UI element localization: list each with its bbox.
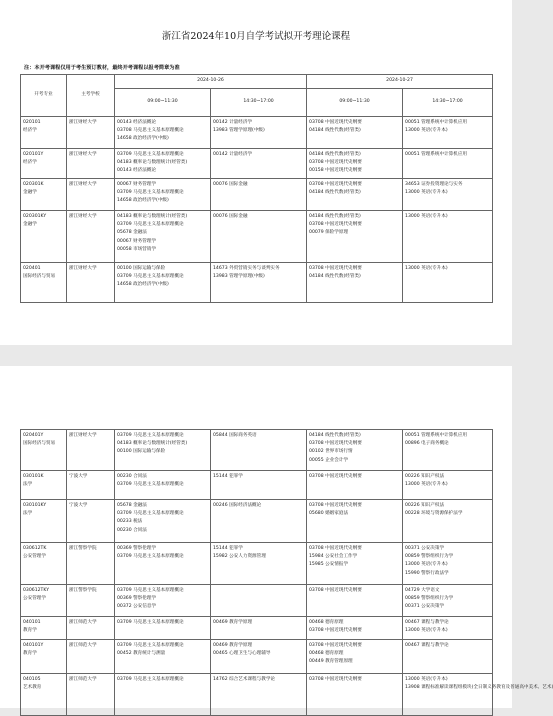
document-page-2 [0,366,553,708]
course-item: 00230 合同法 [117,527,147,533]
course-item: 00859 警察组织行为学 [405,554,454,560]
major-code: 020101Y [23,152,44,157]
course-item: 03708 中国近现代史纲要 [309,441,362,447]
table-body [21,430,553,716]
course-item: 00142 计量经济学 [213,152,253,157]
table-row [21,585,493,617]
table-row [21,617,493,640]
major-cell [21,543,67,585]
course-item: 03708 中国近现代史纲要 [309,546,362,551]
major-code: 020301KY [23,214,47,219]
session-cell [307,640,403,674]
course-item: 03708 中国近现代史纲要 [309,222,362,228]
course-item: 00452 教育统计与测量 [117,651,166,657]
course-item: 00102 世界市场行情 [309,449,353,455]
course-item: 14673 外贸营销实务与谈判实务 [213,266,280,271]
table-row [21,500,493,543]
school-cell: 宁波大学 [67,471,115,500]
course-item: 00100 国际运输与保险 [117,266,166,271]
school-cell: 浙江财经大学 [67,430,115,471]
course-item: 00369 警察伦理学 [117,596,157,602]
table-row [21,263,493,303]
course-item: 00055 企业会计学 [309,457,349,463]
course-item: 00230 合同法 [117,474,147,479]
course-item: 00051 管理系统中计算机应用 [405,152,468,157]
major-cell [21,640,67,674]
course-item: 00469 教育学原理 [213,643,253,648]
session-cell [307,674,403,716]
major-cell [21,179,67,211]
course-item: 00468 德育原理 [309,620,344,625]
major-name: 公安管理学 [23,596,46,602]
session-cell [115,500,211,543]
course-item: 00469 教育学原理 [213,620,253,625]
course-item: 00076 国际金融 [213,182,248,187]
session-cell [307,430,403,471]
header-date-2: 2024-10-27 [307,75,493,89]
course-item: 13000 英语(专升本) [405,190,448,196]
course-item: 13908 课程标准解读课程组模块(全日制义务教育及普通高中美术、艺术) [405,685,553,691]
session-cell [307,585,403,617]
course-item: 03708 中国近现代史纲要 [309,677,362,682]
major-name: 国际经济与贸易 [23,441,56,447]
header-date-1: 2024-10-26 [115,75,307,89]
header-am-1: 09:00~11:30 [115,89,211,117]
major-cell [21,585,67,617]
course-item: 05678 金融法 [117,230,147,236]
major-code: 030101K [23,474,44,479]
table-row [21,179,493,211]
major-name: 法学 [23,482,33,488]
major-code: 020401Y [23,433,44,438]
course-item: 03709 马克思主义基本原理概论 [117,433,184,438]
course-table-page-1 [20,74,493,303]
session-cell [211,617,307,640]
course-item: 15984 公安社会工作学 [309,554,358,560]
major-name: 金融学 [23,190,37,196]
course-item: 15990 警察行政法学 [405,570,449,576]
course-item: 03709 马克思主义基本原理概论 [117,152,184,157]
course-item: 00143 经济法概论 [117,168,157,174]
course-item: 00058 市场营销学 [117,246,157,252]
course-item: 03709 马克思主义基本原理概论 [117,620,184,625]
course-item: 13983 管理学原理(中级) [213,274,265,280]
table-row [21,471,493,500]
page-title: 浙江省2024年10月自学考试拟开考理论课程 [161,31,351,42]
session-cell [403,179,493,211]
major-code: 020401 [23,266,41,271]
table-header [21,75,493,117]
course-item: 00226 知识产权法 [405,474,445,479]
page-note: 注：本开考课程仅用于考生预订教材，最终开考课程以报考简章为准 [24,65,180,71]
session-cell [307,543,403,585]
session-cell [211,500,307,543]
course-item: 13000 英语(专升本) [405,677,448,682]
course-item: 03708 中国近现代史纲要 [309,474,362,479]
major-code: 020101 [23,120,41,125]
course-item: 03708 中国近现代史纲要 [309,120,362,125]
course-item: 00142 计量经济学 [213,120,253,125]
session-cell [115,617,211,640]
course-item: 03708 中国近现代史纲要 [309,182,362,187]
session-cell [115,211,211,263]
course-item: 04184 线性代数(经管类) [309,152,361,157]
session-cell [403,211,493,263]
course-item: 03709 马克思主义基本原理概论 [117,511,184,517]
major-code: 040105 [23,677,41,682]
major-name: 艺术教育 [23,685,42,691]
major-code: 030101KY [23,503,47,508]
session-cell [403,471,493,500]
major-code: 030612TK [23,546,47,551]
session-cell [211,179,307,211]
major-cell [21,430,67,471]
course-item: 00369 警察伦理学 [117,546,157,551]
session-cell [115,543,211,585]
session-cell [115,640,211,674]
course-item: 04183 概率论与数理统计(经管类) [117,441,188,447]
course-item: 00228 环境与资源保护法学 [405,511,463,517]
session-cell [403,617,493,640]
course-item: 00371 公安决策学 [405,546,445,551]
course-item: 00467 课程与教学论 [405,620,449,625]
session-cell [307,149,403,179]
school-cell: 浙江财经大学 [67,211,115,263]
course-item: 13000 英语(专升本) [405,128,448,134]
major-cell [21,617,67,640]
session-cell [403,585,493,617]
course-item: 05844 国际商务英语 [213,433,257,438]
course-item: 14658 政治经济学(中级) [117,282,169,288]
header-am-2: 09:00~11:30 [307,89,403,117]
session-cell [403,149,493,179]
course-item: 05680 婚姻家庭法 [309,511,349,517]
course-item: 00067 财务管理学 [117,238,157,244]
table-row [21,543,493,585]
course-item: 03708 中国近现代史纲要 [309,588,362,593]
session-cell [403,263,493,303]
session-cell [307,617,403,640]
major-code: 040101 [23,620,41,625]
session-cell [403,117,493,149]
school-cell: 浙江师范大学 [67,617,115,640]
school-cell: 浙江财经大学 [67,263,115,303]
table-row [21,117,493,149]
course-item: 00859 警察组织行为学 [405,596,454,602]
course-item: 14658 政治经济学(中级) [117,198,169,204]
course-item: 00246 国际经济法概论 [213,503,262,508]
major-cell [21,674,67,716]
table-row [21,640,493,674]
course-item: 03708 中国近现代史纲要 [309,643,362,648]
session-cell [403,430,493,471]
school-cell: 浙江财经大学 [67,179,115,211]
course-item: 14658 政治经济学(中级) [117,136,169,142]
session-cell [115,430,211,471]
course-item: 13000 英语(专升本) [405,266,448,271]
course-item: 00449 教育管理原理 [309,659,353,665]
course-item: 15144 犯罪学 [213,474,243,479]
session-cell [211,430,307,471]
course-item: 00465 心理卫生与心理辅导 [213,651,271,657]
school-cell: 浙江师范大学 [67,640,115,674]
course-item: 13000 英语(专升本) [405,562,448,568]
course-item: 04184 线性代数(经管类) [309,214,361,219]
major-cell [21,500,67,543]
table-row [21,211,493,263]
session-cell [211,117,307,149]
course-item: 00468 德育原理 [309,651,344,657]
session-cell [211,471,307,500]
course-item: 04183 概率论与数理统计(经管类) [117,214,188,219]
course-item: 03708 中国近现代史纲要 [309,266,362,271]
course-item: 00076 国际金融 [213,214,248,219]
major-cell [21,211,67,263]
major-cell [21,471,67,500]
course-item: 00051 管理系统中计算机应用 [405,120,468,125]
course-item: 00467 课程与教学论 [405,643,449,648]
session-cell [211,543,307,585]
session-cell [211,585,307,617]
course-item: 15985 公安情报学 [309,562,349,568]
session-cell [211,640,307,674]
course-item: 13000 英语(专升本) [405,628,448,634]
course-item: 00158 中国近现代史纲要 [309,168,362,174]
course-item: 03708 中国近现代史纲要 [309,503,362,508]
course-item: 04184 线性代数(经管类) [309,274,361,280]
session-cell [403,500,493,543]
course-item: 13983 管理学原理(中级) [213,128,265,134]
course-item: 04729 大学语文 [405,588,440,593]
course-item: 00372 公安信息学 [117,604,157,610]
school-cell: 浙江财经大学 [67,117,115,149]
course-item: 00233 税法 [117,519,143,525]
course-item: 03709 马克思主义基本原理概论 [117,554,184,560]
session-cell [307,471,403,500]
course-item: 00896 电子商务概论 [405,441,449,447]
header-pm-1: 14:30~17:00 [211,89,307,117]
course-item: 00143 经济法概论 [117,120,157,125]
course-item: 13000 英语(专升本) [405,482,448,488]
course-item: 15982 公安人力资源管理 [213,554,266,560]
course-item: 34653 证券投资理论与实务 [405,182,463,187]
major-name: 金融学 [23,222,37,228]
course-item: 04184 线性代数(经管类) [309,433,361,438]
session-cell [115,263,211,303]
course-item: 03709 马克思主义基本原理概论 [117,588,184,593]
course-item: 00079 保险学原理 [309,230,349,236]
session-cell [307,211,403,263]
course-item: 13000 英语(专升本) [405,214,448,219]
course-item: 03708 中国近现代史纲要 [309,628,362,634]
course-item: 03709 马克思主义基本原理概论 [117,677,184,682]
major-code: 020301K [23,182,44,187]
header-school: 主考学校 [67,75,115,117]
course-item: 00226 知识产权法 [405,503,445,508]
session-cell [115,674,211,716]
session-cell [211,674,307,716]
session-cell [403,543,493,585]
course-item: 03709 马克思主义基本原理概论 [117,482,184,488]
session-cell [211,211,307,263]
course-table-page-2 [20,429,553,716]
school-cell: 浙江财经大学 [67,149,115,179]
header-pm-2: 14:30~17:00 [403,89,493,117]
course-item: 14762 综合艺术课程与教学论 [213,677,276,682]
session-cell [403,640,493,674]
session-cell [211,263,307,303]
major-cell [21,117,67,149]
course-item: 03708 马克思主义基本原理概论 [117,128,184,134]
table-row [21,674,493,716]
school-cell: 宁波大学 [67,500,115,543]
table-row [21,149,493,179]
course-item: 00100 国际运输与保险 [117,449,166,455]
course-item: 03709 马克思主义基本原理概论 [117,190,184,196]
course-item: 04183 概率论与数理统计(经管类) [117,160,188,166]
major-name: 经济学 [23,160,37,166]
header-major: 开考专业 [21,75,67,117]
course-item: 15144 犯罪学 [213,546,243,551]
course-item: 00067 财务管理学 [117,182,157,187]
course-item: 05678 金融法 [117,503,147,508]
school-cell: 浙江师范大学 [67,674,115,716]
document-page-1 [0,0,512,345]
session-cell [307,179,403,211]
major-name: 教育学 [23,651,37,657]
course-item: 03708 中国近现代史纲要 [309,160,362,166]
school-cell: 浙江警察学院 [67,543,115,585]
major-code: 030612TKY [23,588,49,593]
major-name: 法学 [23,511,33,517]
major-cell [21,263,67,303]
session-cell [307,263,403,303]
major-code: 040101Y [23,643,44,648]
session-cell [115,585,211,617]
session-cell [115,471,211,500]
school-cell: 浙江警察学院 [67,585,115,617]
course-item: 00051 管理系统中计算机应用 [405,433,468,438]
table-body [21,117,493,303]
session-cell [403,674,553,716]
course-item: 04184 线性代数(经管类) [309,128,361,134]
major-cell [21,149,67,179]
course-item: 04184 线性代数(经管类) [309,190,361,196]
course-item: 03709 马克思主义基本原理概论 [117,643,184,648]
course-item: 03709 马克思主义基本原理概论 [117,222,184,228]
major-name: 经济学 [23,128,37,134]
session-cell [115,179,211,211]
session-cell [115,117,211,149]
major-name: 国际经济与贸易 [23,274,56,280]
session-cell [307,117,403,149]
table-row [21,430,493,471]
session-cell [211,149,307,179]
course-item: 03709 马克思主义基本原理概论 [117,274,184,280]
major-name: 公安管理学 [23,554,46,560]
session-cell [307,500,403,543]
session-cell [115,149,211,179]
major-name: 教育学 [23,628,37,634]
course-item: 00371 公安决策学 [405,604,445,610]
